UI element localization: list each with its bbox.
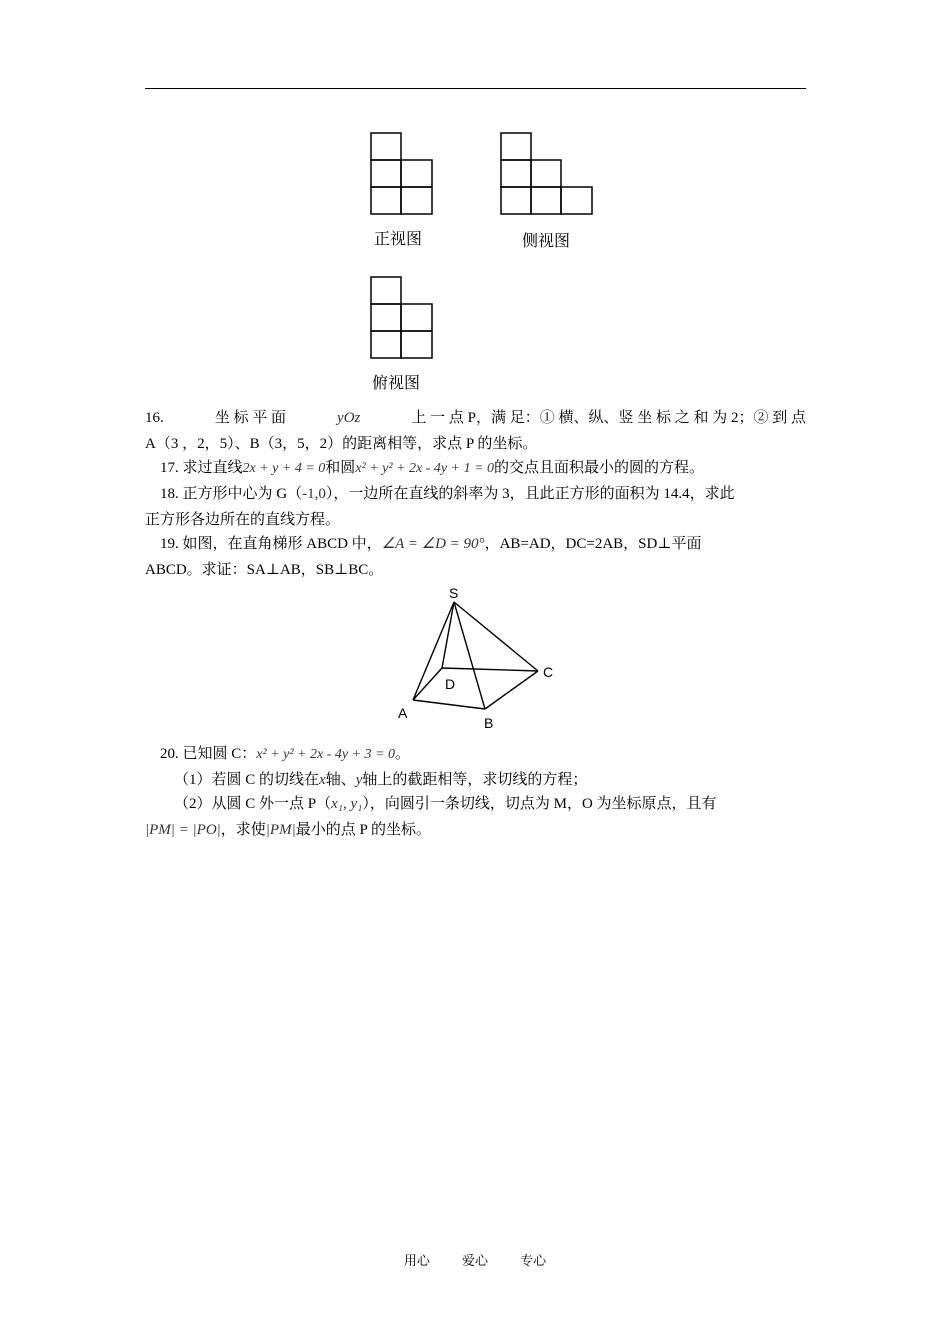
q18-pre: 18. 正方形中心为 G（: [160, 486, 303, 502]
footer-a: 用心: [403, 1254, 430, 1269]
q20-p2-pt: x₁, y₁: [331, 796, 363, 812]
q16-plane: yOz: [337, 410, 361, 426]
q20-line1: [160, 744, 821, 765]
q20-l3-mid: ，求使: [220, 822, 266, 838]
q17-mid: 和圆: [325, 460, 356, 476]
q20-p2-post: ），向圆引一条切线，切点为 M，O 为坐标原点，且有: [362, 796, 717, 812]
q18-post: ），一边所在直线的斜率为 3，且此正方形的面积为 14.4，求此: [325, 486, 735, 502]
q16-line2: A（3 ，2，5）、B（3，5，2）的距离相等，求点 P 的坐标。: [145, 436, 538, 452]
pyramid-label-s: S: [449, 585, 459, 601]
q20-p1-mid: 轴、: [325, 772, 356, 788]
q20-eq: x² + y² + 2x - 4y + 3 = 0: [256, 747, 395, 762]
header-rule: [145, 88, 806, 89]
q18-point: -1,0: [302, 486, 326, 502]
q16-num: 16.: [145, 410, 164, 426]
q20-p1-pre: （1）若圆 C 的切线在: [174, 772, 320, 788]
q17-line: [160, 458, 821, 479]
pyramid-label-a: A: [398, 705, 408, 721]
q19-pre: 19. 如图，在直角梯形 ABCD 中，: [160, 536, 382, 552]
side-view-label: 侧视图: [522, 231, 571, 250]
q20-p1-post: 轴上的截距相等，求切线的方程；: [362, 772, 588, 788]
pyramid-label-d: D: [445, 676, 456, 692]
q19-post: ，AB=AD，DC=2AB，SD⊥平面: [484, 536, 702, 552]
q20-part1: [174, 770, 835, 790]
side-view-figure: [500, 132, 594, 216]
front-view-figure: [370, 132, 434, 216]
q20-l3-post: 最小的点 P 的坐标。: [295, 822, 431, 838]
top-view-figure: [370, 276, 434, 360]
q17-post: 的交点且面积最小的圆的方程。: [494, 460, 705, 476]
q20-part2: [174, 794, 806, 814]
q18-line2: 正方形各边所在的直线方程。: [145, 512, 341, 528]
pyramid-label-c: C: [543, 664, 554, 680]
front-view-label: 正视图: [374, 229, 423, 248]
q20-line3: [145, 820, 806, 840]
pyramid-label-b: B: [484, 715, 494, 731]
q20-p1-x: x: [319, 772, 326, 788]
q18-line1: [160, 484, 806, 504]
top-view-label: 俯视图: [372, 373, 421, 392]
pyramid-figure: [390, 582, 570, 734]
footer-b: 爱心: [461, 1254, 488, 1269]
q20-p1-y: y: [355, 772, 363, 788]
q16-line1: [145, 408, 806, 428]
q17-pre: 17. 求过直线: [160, 460, 243, 476]
q20-post: 。: [394, 746, 410, 762]
q19-line1: [160, 534, 806, 554]
q16-pre: 坐 标 平 面: [214, 410, 287, 426]
q17-circle-eq: x² + y² + 2x - 4y + 1 = 0: [355, 461, 495, 476]
footer-c: 专心: [520, 1254, 547, 1269]
q16-post: 上 一 点 P，满 足：① 横、纵、竖 坐 标 之 和 为 2；② 到 点: [411, 410, 806, 426]
q20-pre: 20. 已知圆 C：: [160, 746, 257, 762]
page-footer: [0, 1250, 950, 1269]
q19-angle: ∠A = ∠D = 90°: [381, 536, 485, 552]
q20-p2-pre: （2）从圆 C 外一点 P（: [174, 796, 332, 812]
q19-line2: ABCD。求证：SA⊥AB，SB⊥BC。: [145, 562, 384, 578]
q20-l3-pm: |PM|: [265, 822, 296, 838]
q20-l3-eq: |PM| = |PO|: [145, 822, 221, 838]
q17-line-eq: 2x + y + 4 = 0: [242, 461, 326, 476]
